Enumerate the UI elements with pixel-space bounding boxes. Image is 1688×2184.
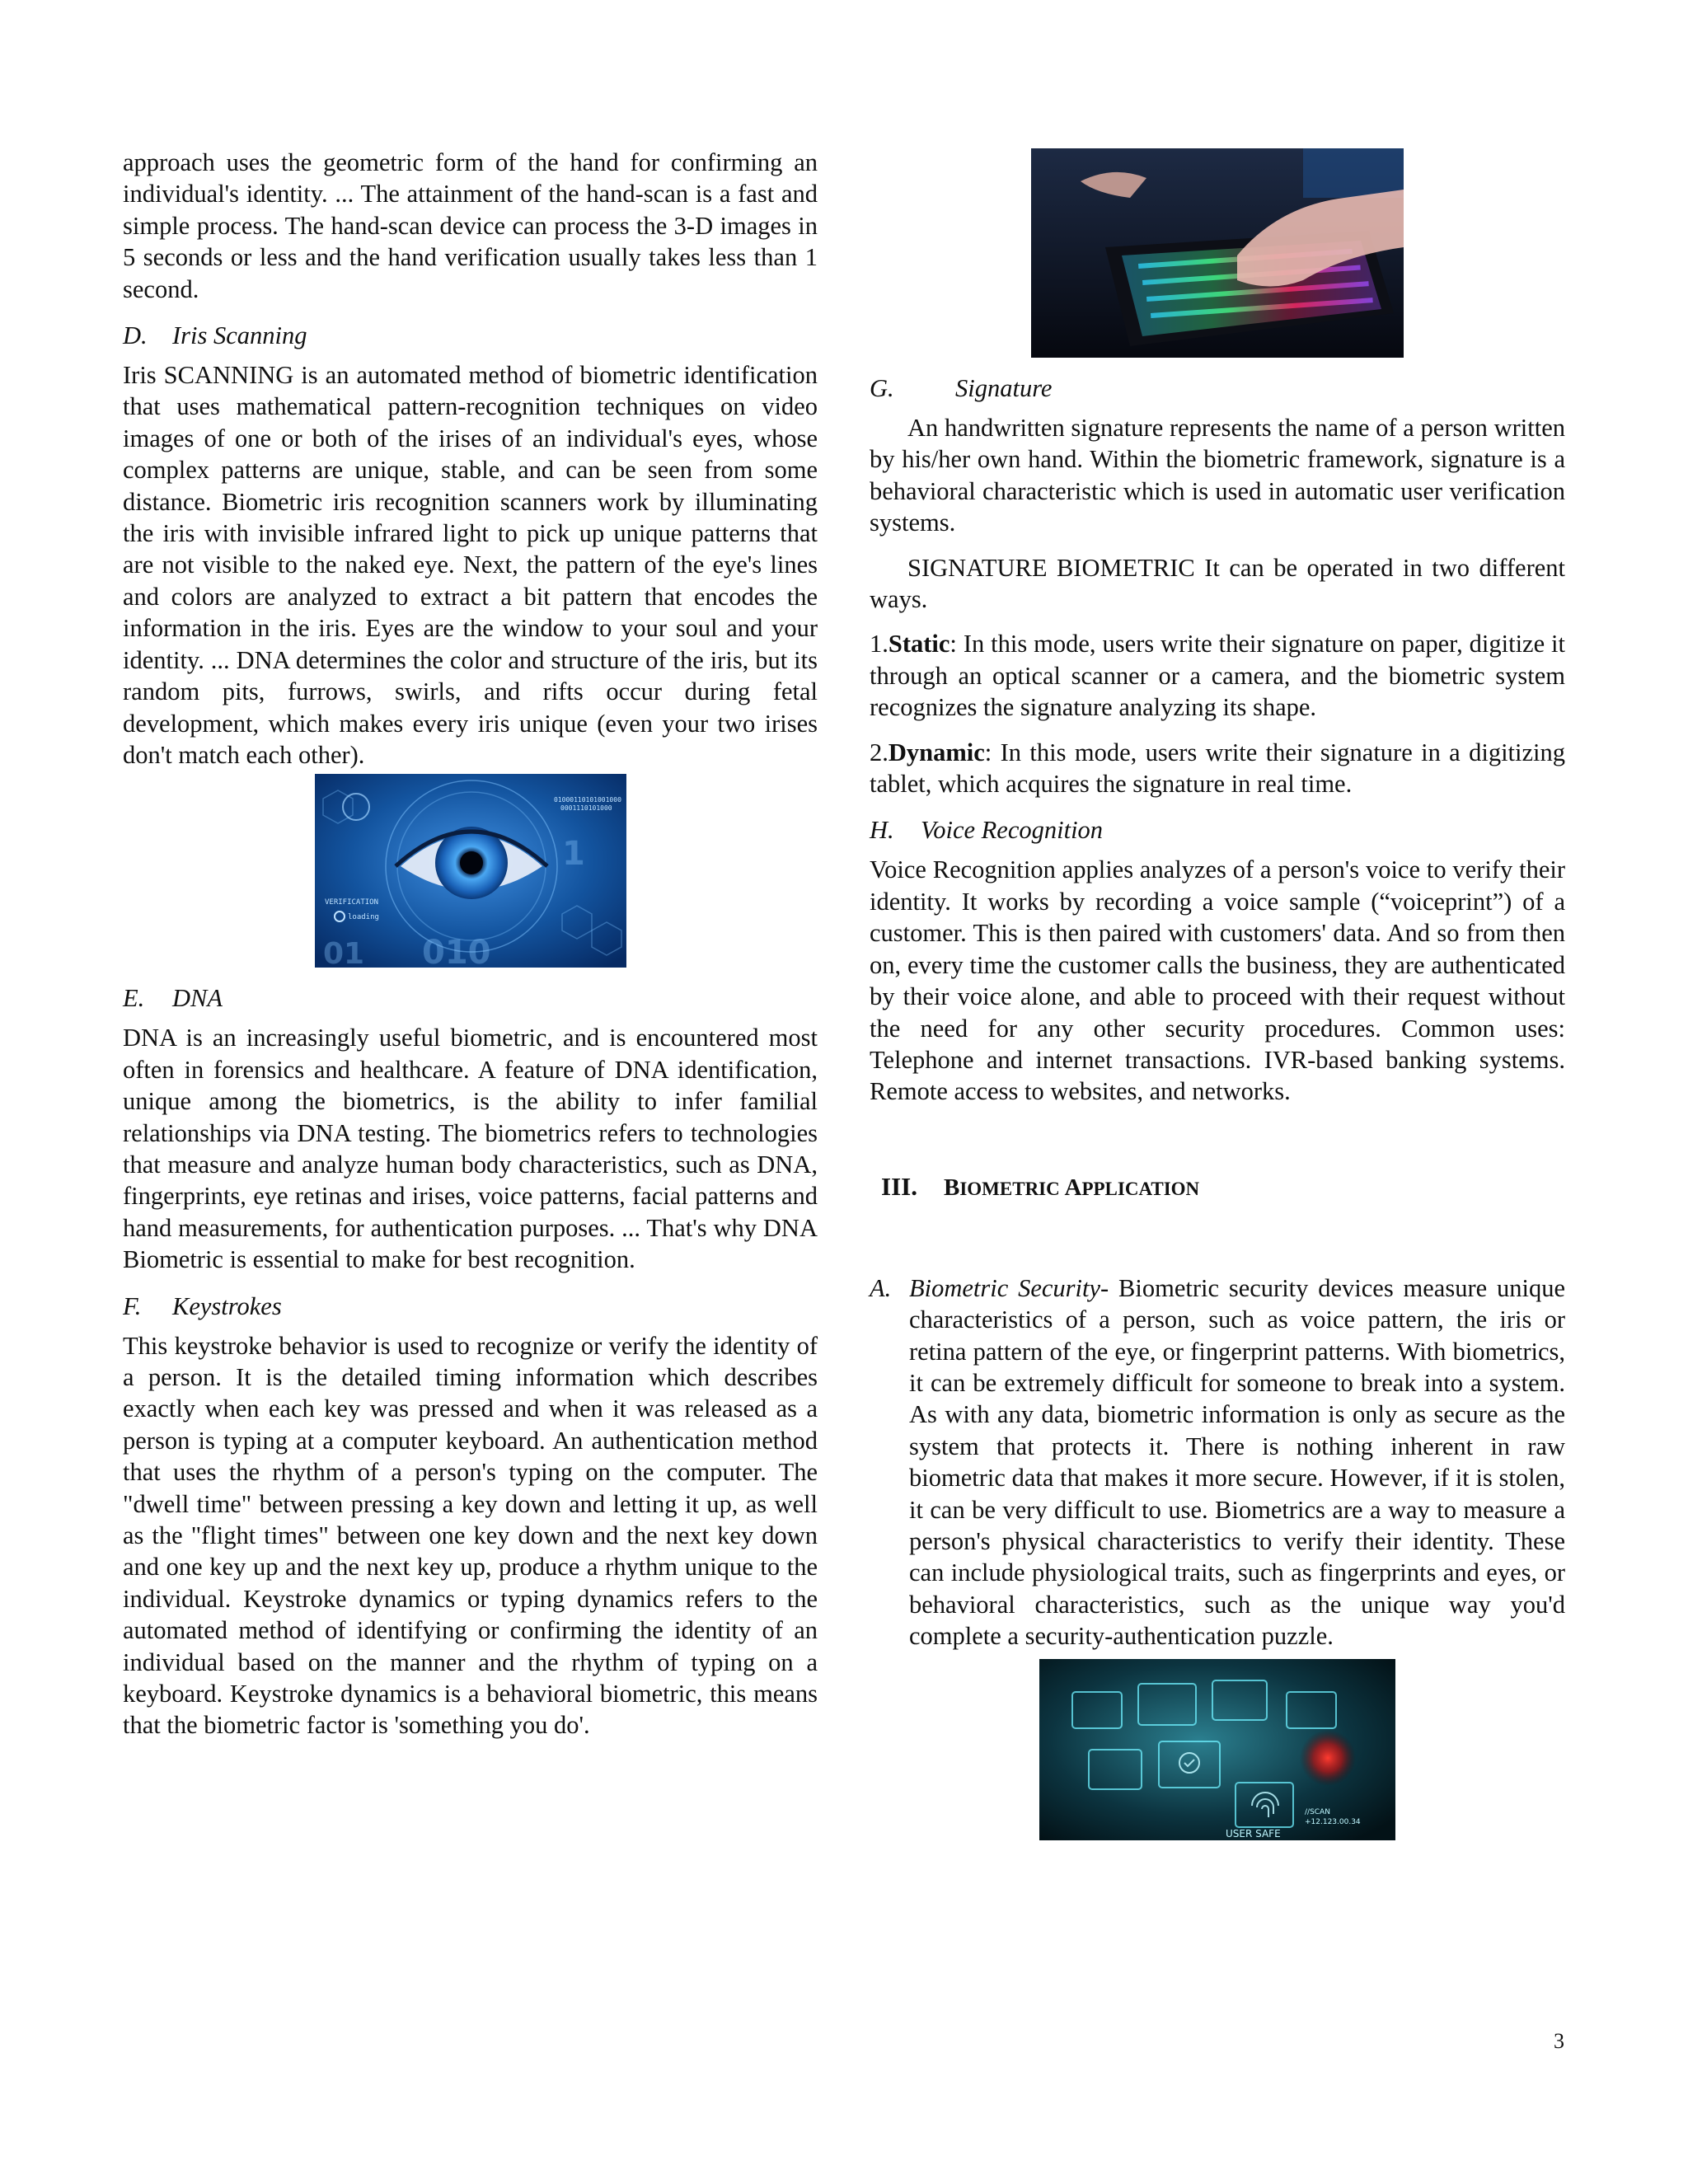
section-heading-iris	[123, 320, 818, 351]
item-number: 1.	[870, 630, 889, 658]
section-numeral: III.	[881, 1171, 917, 1201]
verification-label: VERIFICATION	[324, 898, 378, 907]
item-text: : In this mode, users write their signature on paper, digitize it through an optical scanner or a camera, and the biometric system recognizes the signature analyzing its shape.	[870, 630, 1565, 722]
binary-readout-1: 01000110101001000	[553, 796, 621, 804]
keyboard-typing-image	[1031, 148, 1404, 358]
iris-scan-image	[315, 774, 626, 968]
heading-letter: A	[1064, 1174, 1082, 1201]
section-heading-dna	[123, 982, 818, 1014]
section-title: Voice Recognition	[921, 816, 1104, 845]
heading-smallcaps: IOMETRIC	[959, 1178, 1065, 1199]
section-number: G.	[870, 374, 894, 402]
user-safe-label: USER SAFE	[1226, 1827, 1281, 1840]
dna-paragraph: DNA is an increasingly useful biometric, and is encountered most often in forensics and healthcare. A feature of DNA identification, unique among the biometrics, is the ability to infer familial relationships via DNA testing. The biometrics refers to technologies that measure and analyze human body characteristics, such as DNA, fingerprints, eye retinas and irises, voice patterns, facial patterns and hand measurements, for authentication purposes. ... That's why DNA Biometric is essential to make for best recognition.	[123, 1024, 818, 1274]
loading-label: loading	[347, 913, 379, 922]
right-column	[870, 148, 1565, 1840]
section-title: Keystrokes	[172, 1291, 282, 1320]
scan-tag: //SCAN	[1305, 1807, 1330, 1816]
section-number: F.	[123, 1291, 142, 1320]
signature-dynamic-item	[870, 737, 1565, 800]
intro-paragraph: approach uses the geometric form of the hand for confirming an individual's identity. ... The attainment of the hand-scan is a fast and simple process. The hand-scan device can process the 3-D images in 5 seconds or less and the hand verification usually takes less than 1 second.	[123, 148, 818, 303]
page-number: 3	[1554, 2029, 1564, 2053]
heading-smallcaps: PPLICATION	[1081, 1178, 1200, 1199]
eye-illustration	[315, 774, 626, 968]
section-number: E.	[123, 984, 145, 1013]
section-heading-keystrokes	[123, 1291, 818, 1322]
signature-paragraph-1: An handwritten signature represents the name of a person written by his/her own hand. Within the biometric framework, signature is a behavioral characteristic which is used in automatic user verification systems.	[870, 414, 1565, 537]
item-label: Dynamic	[888, 738, 985, 766]
item-text: : In this mode, users write their signature in a digitizing tablet, which acquires the signature in real time.	[870, 738, 1565, 799]
item-text: Biometric security devices measure unique characteristics of a person, such as voice pattern, the iris or retina pattern of the eye, or fingerprint patterns. With biometrics, it can be extremely difficult for someone to break into a system. As with any data, biometric information is only as secure as the system that protects it. There is nothing inherent in raw biometric data that makes it more secure. However, if it is stolen, it can be very difficult to use. Biometrics are a way to measure a person's physical characteristics to verify their identity. These can include physiological traits, such as fingerprints and eyes, or behavioral characteristics, such as the unique way you'd complete a security-authentication puzzle.	[909, 1273, 1565, 1651]
security-illustration	[1039, 1659, 1395, 1840]
section-heading-biometric-application	[881, 1172, 1565, 1202]
biometric-security-paragraph	[870, 1272, 1565, 1652]
section-title: Signature	[955, 374, 1053, 402]
keystrokes-paragraph: This keystroke behavior is used to recognize or verify the identity of a person. It is the detailed timing information which describes exactly when each key was pressed and when it was released as a person is typing at a computer keyboard. An authentication method that uses the rhythm of a person's typing on the computer. The "dwell time" between pressing a key down and letting it up, as well as the "flight times" between one key down and the next key down and one key up and the next key up, produce a rhythm unique to the individual. Keystroke dynamics or typing dynamics refers to the automated method of identifying or confirming the identity of an individual based on the manner and the rhythm of typing on a keyboard. Keystroke dynamics is a behavioral biometric, this means that the biometric factor is 'something you do'.	[123, 1331, 818, 1740]
biometric-security-image	[1039, 1659, 1395, 1840]
iris-paragraph: Iris SCANNING is an automated method of biometric identification that uses mathematical pattern-recognition techniques on video images of one or both of the irises of an individual's eyes, whose complex patterns are unique, stable, and can be seen from some distance. Biometric iris recognition scanners work by illuminating the iris with invisible infrared light to pick up unique patterns that are not visible to the naked eye. Next, the pattern of the eye's lines and colors are analyzed to extract a bit pattern that encodes the information in the iris. Eyes are the window to your soul and your identity. ... DNA determines the color and structure of the iris, but its random pits, furrows, swirls, and rifts occur during fetal development, which makes every iris unique (even your two irises don't match each other).	[123, 361, 818, 769]
section-number: D.	[123, 321, 148, 350]
left-column	[123, 147, 818, 1741]
coordinate-readout: +12.123.00.34	[1305, 1817, 1361, 1826]
section-number: H.	[870, 816, 894, 845]
svg-text:010: 010	[421, 934, 490, 968]
section-title: DNA	[172, 984, 223, 1013]
signature-paragraph-2: SIGNATURE BIOMETRIC It can be operated in two different ways.	[870, 553, 1565, 614]
svg-text:01: 01	[322, 937, 364, 968]
voice-paragraph: Voice Recognition applies analyzes of a person's voice to verify their identity. It works by recording a voice sample (“voiceprint”) of a customer. This is then paired with customers' data. And so from then on, every time the customer calls the business, they are authenticated by their voice alone, and able to proceed with their request without the need for any other security procedures. Common uses: Telephone and internet transactions. IVR-based banking systems. Remote access to websites, and networks.	[870, 855, 1565, 1106]
section-title: Iris Scanning	[172, 321, 307, 350]
heading-letter: B	[944, 1174, 960, 1201]
section-heading-signature	[870, 373, 1565, 404]
signature-static-item	[870, 628, 1565, 723]
section-heading-voice	[870, 814, 1565, 846]
keyboard-illustration	[1031, 148, 1404, 358]
item-label: Static	[888, 630, 950, 658]
binary-readout-2: 0001110101000	[560, 804, 612, 813]
item-number: 2.	[870, 738, 889, 766]
item-number: A.	[870, 1273, 892, 1302]
svg-text:1: 1	[561, 835, 585, 874]
item-lead: Biometric Security-	[909, 1273, 1109, 1302]
